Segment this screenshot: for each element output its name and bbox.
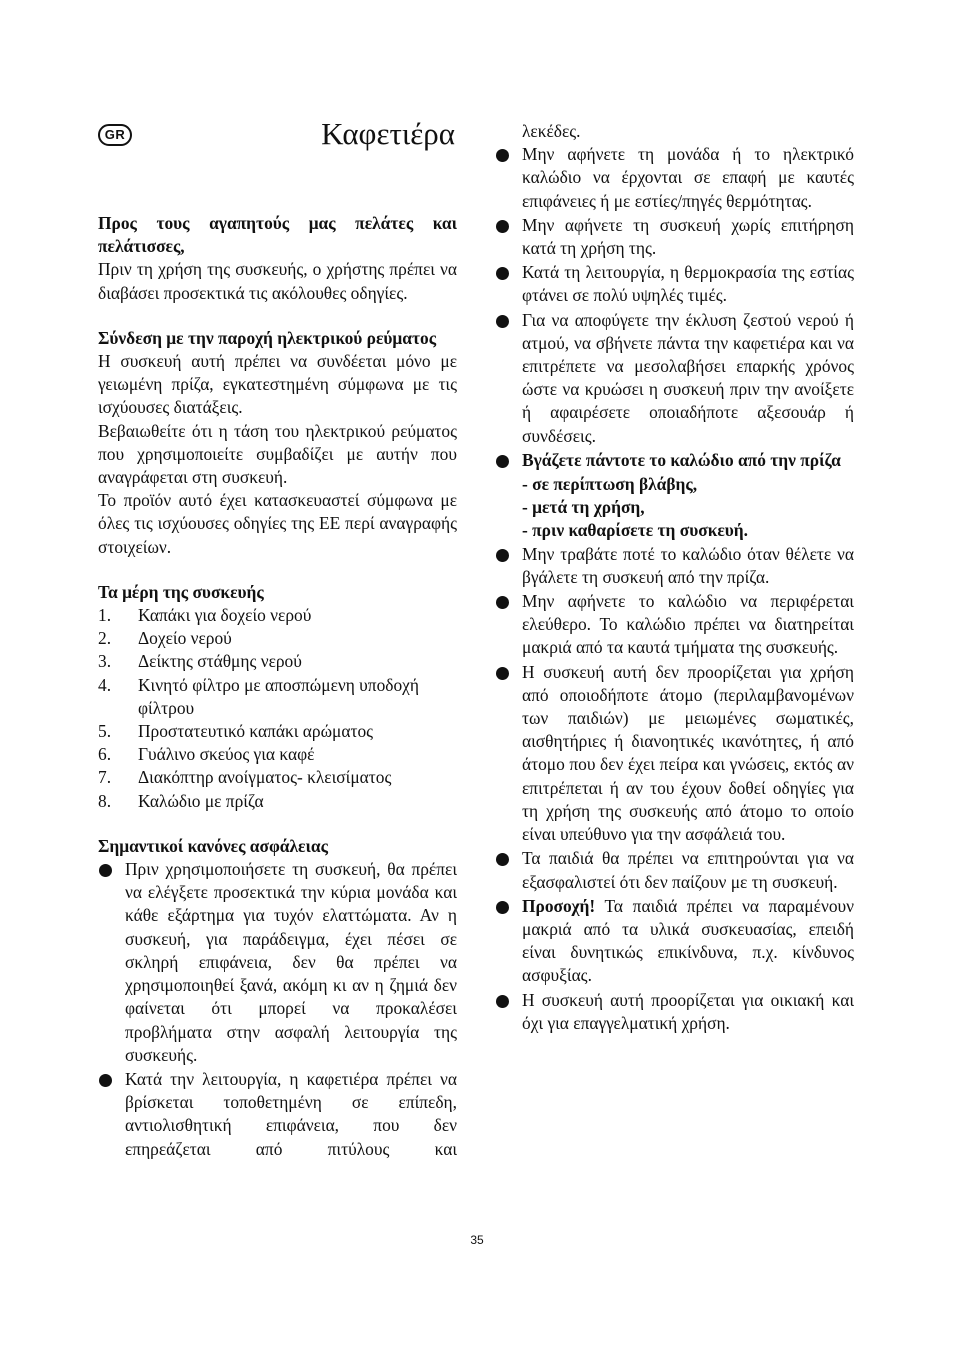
safety-bullet bbox=[495, 661, 854, 847]
bullet-icon bbox=[496, 549, 509, 562]
list-item bbox=[98, 650, 457, 673]
bullet-text: Τα παιδιά θα πρέπει να επιτηρούνται για να εξασφαλιστεί ότι δεν παίζουν με τη συσκευή. bbox=[522, 848, 854, 892]
bullet-icon bbox=[99, 864, 112, 877]
bullet-icon bbox=[99, 1074, 112, 1087]
bullet-text: Βγάζετε πάντοτε το καλώδιο από την πρίζα bbox=[522, 449, 841, 470]
item-number: 4. bbox=[98, 674, 112, 695]
list-item bbox=[98, 674, 457, 720]
safety-heading: Σημαντικοί κανόνες ασφάλειας bbox=[98, 835, 328, 856]
item-label: Διακόπτηρ ανοίγματος- κλεισίματος bbox=[138, 767, 392, 788]
bullet-icon bbox=[496, 995, 509, 1008]
safety-bullet bbox=[495, 847, 854, 893]
item-label: Κινητό φίλτρο με αποσπώμενη υποδοχή φίλτρου bbox=[138, 674, 419, 718]
connection-paragraph: Το προϊόν αυτό έχει κατασκευαστεί σύμφωνα με όλες τις ισχύουσες οδηγίες της ΕΕ περί αναγραφής στοιχείων. bbox=[98, 490, 457, 557]
item-number: 3. bbox=[98, 651, 112, 672]
list-item bbox=[98, 720, 457, 743]
item-number: 2. bbox=[98, 628, 112, 649]
safety-bullet bbox=[495, 214, 854, 260]
item-label: Καπάκι για δοχείο νερού bbox=[138, 605, 312, 626]
bullet-text: Πριν χρησιμοποιήσετε τη συσκευή, θα πρέπει να ελέγξετε προσεκτικά την κύρια μονάδα και κάθε εξάρτημα για τυχόν ελαττώματα. Αν η συσκευή, για παράδειγμα, έχει πέσει σε σκληρή επιφάνεια, δεν θα πρέπει να χρησιμοποιηθεί ξανά, ακόμη κι αν η ζημιά δεν φαίνεται ότι μπορεί να προκαλέσει προβλήματα στην ασφαλή λειτουργία της συσκευής. bbox=[125, 859, 457, 1065]
unplug-subitem: - μετά τη χρήση, bbox=[522, 497, 645, 518]
bullet-text: Μην αφήνετε το καλώδιο να περιφέρεται ελεύθερο. Το καλώδιο πρέπει να διατηρείται μακριά από τα καυτά τμήματα της συσκευής. bbox=[522, 591, 854, 658]
list-item bbox=[98, 743, 457, 766]
item-number: 8. bbox=[98, 790, 112, 811]
bullet-icon bbox=[496, 596, 509, 609]
item-label: Δοχείο νερού bbox=[138, 628, 232, 649]
unplug-subitem: - σε περίπτωση βλάβης, bbox=[522, 474, 698, 495]
bullet-icon bbox=[496, 315, 509, 328]
bullet-text: Μην τραβάτε ποτέ το καλώδιο όταν θέλετε να βγάλετε τη συσκευή από την πρίζα. bbox=[522, 543, 854, 587]
safety-bullet bbox=[495, 449, 854, 472]
item-number: 1. bbox=[98, 605, 112, 626]
safety-bullet bbox=[495, 895, 854, 988]
caution-text: Τα παιδιά πρέπει να παραμένουν μακριά από τα υλικά συσκευασίας, επειδή είναι δυνητικώς επικίνδυνα, π.χ. κίνδυνος ασφυξίας. bbox=[522, 895, 854, 986]
bullet-text: Μην αφήνετε τη μονάδα ή το ηλεκτρικό καλώδιο να έρχονται σε επαφή με καυτές επιφάνειες ή με εστίες/πηγές θερμότητας. bbox=[522, 144, 854, 211]
bullet-icon bbox=[496, 901, 509, 914]
bullet-text: Η συσκευή αυτή προορίζεται για οικιακή και όχι για επαγγελματική χρήση. bbox=[522, 989, 854, 1033]
item-number: 5. bbox=[98, 721, 112, 742]
safety-list-right-continued bbox=[495, 543, 854, 1035]
bullet-icon bbox=[496, 667, 509, 680]
bullet-text: Μην αφήνετε τη συσκευή χωρίς επιτήρηση κατά τη χρήση της. bbox=[522, 214, 854, 259]
right-column bbox=[495, 120, 854, 1036]
item-label: Δείκτης στάθμης νερού bbox=[138, 651, 302, 672]
bullet-text: Κατά την λειτουργία, η καφετιέρα πρέπει να βρίσκεται τοποθετημένη σε επίπεδη, αντιολισθητική επιφάνεια, που δεν επηρεάζεται από πιτύλους και bbox=[125, 1068, 457, 1159]
item-number: 6. bbox=[98, 744, 112, 765]
safety-bullet bbox=[98, 858, 457, 1067]
list-item bbox=[98, 766, 457, 789]
list-item bbox=[98, 604, 457, 627]
safety-bullet bbox=[495, 261, 854, 307]
list-item bbox=[98, 627, 457, 650]
caution-label: Προσοχή! bbox=[522, 895, 596, 916]
bullet-icon bbox=[496, 267, 509, 280]
page-number: 35 bbox=[470, 1233, 484, 1247]
safety-bullet bbox=[495, 590, 854, 660]
bullet-icon bbox=[496, 853, 509, 866]
bullet-icon bbox=[496, 455, 509, 468]
intro-heading: Προς τους αγαπητούς μας πελάτες και πελάτισσες, bbox=[98, 213, 457, 257]
safety-bullet bbox=[495, 143, 854, 213]
item-label: Προστατευτικό καπάκι αρώματος bbox=[138, 721, 374, 742]
item-label: Γυάλινο σκεύος για καφέ bbox=[138, 744, 315, 765]
bullet-text: Για να αποφύγετε την έκλυση ζεστού νερού ή ατμού, να σβήνετε πάντα την καφετιέρα και να επιτρέπετε να μεσολαβήσει επαρκής χρόνος ώστε να κρυώσει η συσκευή πριν την ανοίξετε ή αφαιρέσετε οποιαδήποτε αξεσουάρ ή συνδέσεις. bbox=[522, 309, 854, 446]
connection-heading: Σύνδεση με την παροχή ηλεκτρικού ρεύματος bbox=[98, 327, 437, 348]
language-badge: GR bbox=[98, 124, 132, 146]
intro-text: Πριν τη χρήση της συσκευής, ο χρήστης πρέπει να διαβάσει προσεκτικά τις ακόλουθες οδηγίες. bbox=[98, 259, 457, 303]
bullet-text: Κατά τη λειτουργία, η θερμοκρασία της εστίας φτάνει σε πολύ υψηλές τιμές. bbox=[522, 262, 854, 306]
bullet-icon bbox=[496, 149, 509, 162]
list-item bbox=[98, 790, 457, 813]
page-title: Καφετιέρα bbox=[321, 116, 455, 151]
safety-bullet bbox=[98, 1068, 457, 1161]
connection-paragraph: Η συσκευή αυτή πρέπει να συνδέεται μόνο με γειωμένη πρίζα, εγκατεστημένη σύμφωνα με τις ισχύουσες διατάξεις. bbox=[98, 351, 457, 418]
item-label: Καλώδιο με πρίζα bbox=[138, 790, 264, 811]
unplug-subitem: - πριν καθαρίσετε τη συσκευή. bbox=[522, 520, 749, 541]
connection-paragraph: Βεβαιωθείτε ότι η τάση του ηλεκτρικού ρεύματος που χρησιμοποιείτε συμβαδίζει με αυτήν που αναγράφεται στη συσκευή. bbox=[98, 420, 457, 488]
bullet-text: Η συσκευή αυτή δεν προορίζεται για χρήση από οποιοδήποτε άτομο (περιλαμβανομένων των παιδιών) με μειωμένες σωματικές, αισθητήριες ή διανοητικές ικανότητες, ή από άτομο που δεν έχει πείρα και γνώσεις, εκτός αν επιτρέπεται ή αν του έχουν δοθεί οδηγίες για τη χρήση της συσκευής από άτομο το οποίο είναι υπεύθυνο για την ασφάλειά του. bbox=[522, 661, 854, 845]
safety-bullet bbox=[495, 543, 854, 589]
left-column bbox=[98, 212, 457, 1162]
safety-bullet bbox=[495, 309, 854, 448]
safety-list-right bbox=[495, 143, 854, 472]
bullet-icon bbox=[496, 220, 509, 233]
item-number: 7. bbox=[98, 767, 112, 788]
safety-list-left bbox=[98, 858, 457, 1161]
parts-heading: Τα μέρη της συσκευής bbox=[98, 581, 264, 602]
safety-bullet bbox=[495, 989, 854, 1035]
bullet-continuation: λεκέδες. bbox=[522, 121, 581, 141]
parts-list bbox=[98, 604, 457, 813]
